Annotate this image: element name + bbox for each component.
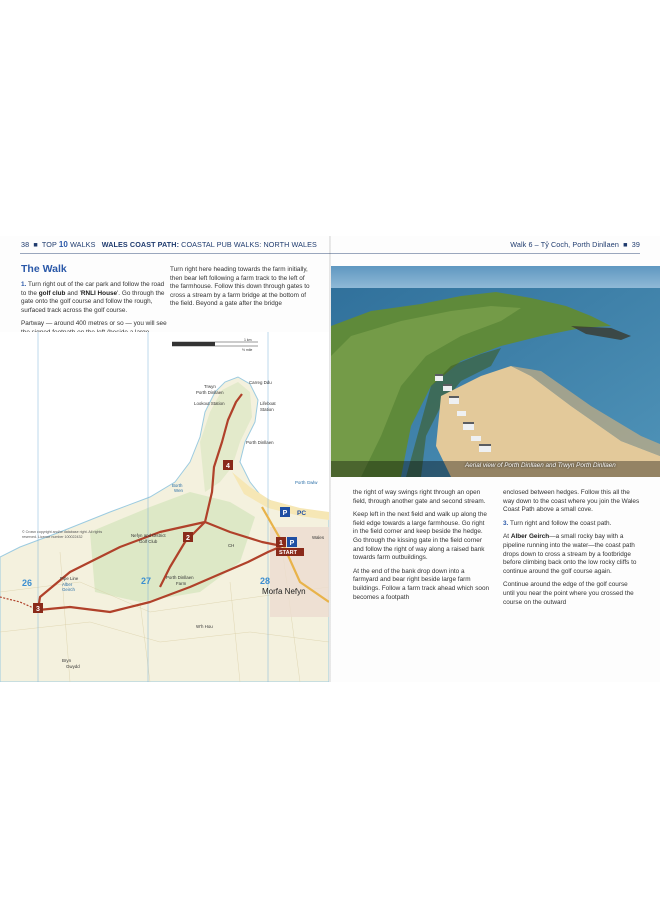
wen-label: Wen xyxy=(174,488,183,493)
text-column-4 xyxy=(503,489,641,612)
lifeboat-label: Lifeboat xyxy=(260,401,276,406)
pipe-line-label: Pipe Line xyxy=(60,576,79,581)
porth-dinllaen-farm-label: Porth Dinllaen xyxy=(166,575,194,580)
waypoint-1 xyxy=(276,537,286,547)
station-label: Station xyxy=(260,407,274,412)
borth-label: Borth xyxy=(172,483,183,488)
pc-label: PC xyxy=(297,510,307,517)
ch-label: CH xyxy=(228,543,235,548)
series-number: 10 xyxy=(58,240,68,249)
waypoint-2-label: 2 xyxy=(186,535,190,542)
alber-geirch-paragraph xyxy=(503,533,641,576)
parking-label-pc: P xyxy=(282,510,288,517)
left-page-header: 38 ■ TOP 10 WALKS WALES COAST PATH: COASTAL PUB WALKS: NORTH WALES xyxy=(21,240,317,249)
left-header-title: COASTAL PUB WALKS: NORTH WALES xyxy=(181,240,317,249)
right-walk-title: Walk 6 – Tŷ Coch, Porth Dinllaen xyxy=(510,240,619,249)
step-3-number: 3. xyxy=(503,519,509,527)
grid-28-label: 28 xyxy=(260,576,271,586)
col4-paragraph-1: enclosed between hedges. Follow this all the way down to the coast where you join the Wales Coast Path above a small cove. xyxy=(503,489,640,514)
waypoint-1-label: 1 xyxy=(279,540,283,547)
alber-text-b: —a small rocky bay with a pipeline running into the water—the coast path drops down to cross a stream by a footbridge before climbing back onto the low rocky cliffs to continue around the golf course again. xyxy=(503,533,637,575)
lookout-station-label: Lookout Station xyxy=(194,401,225,406)
step-1-text-a: Turn right out of the car park and follow the road to the xyxy=(21,281,165,297)
geirch-label: Geirch xyxy=(62,587,75,592)
scale-block xyxy=(172,342,215,346)
partway-paragraph: Partway — around 400 metres or so — you will see xyxy=(21,320,167,328)
header-bullet: ■ xyxy=(623,240,628,249)
wales-label: Wales xyxy=(312,535,325,540)
right-page-header xyxy=(510,240,640,249)
start-label: START xyxy=(279,550,297,556)
alber-geirch-term: Alber Geirch xyxy=(510,533,550,541)
step-1 xyxy=(21,281,169,315)
golf-club-label: Golf Club xyxy=(139,539,158,544)
col3-paragraph-1: the right of way swings right through an open field, through another gate and second stream. xyxy=(353,489,486,505)
wh-label: W'h Hou xyxy=(196,624,213,629)
farm-label: Farm xyxy=(176,581,187,586)
porth-dinllaen-label: Porth Dinllaen xyxy=(246,440,274,445)
text-column-2 xyxy=(170,266,310,314)
parking-icon-start xyxy=(287,537,297,547)
parking-label-start: P xyxy=(289,540,295,547)
bryn-label: Bryn xyxy=(62,658,72,663)
trwyn-label: Trwyn xyxy=(204,384,216,389)
gwydd-label: Gwydd xyxy=(66,664,80,669)
scale-km-label: 1 km xyxy=(244,338,252,342)
series-walks: WALKS xyxy=(70,240,96,249)
right-page-number: 39 xyxy=(631,240,640,249)
aerial-photo xyxy=(331,266,660,477)
photo-caption: Aerial view of Porth Dinllaen and Trwyn Porth Dinllaen xyxy=(465,462,616,469)
waypoint-4 xyxy=(223,460,233,470)
rnli-house-term: RNLI House xyxy=(80,289,118,297)
step-1-number: 1. xyxy=(21,281,27,288)
alber-text-a: At xyxy=(503,533,510,541)
waypoint-3 xyxy=(33,603,43,613)
nefyn-district-label: Nefyn and District xyxy=(131,533,166,538)
sky xyxy=(331,266,660,288)
col2-paragraph: Turn right here heading towards the farm initially, then bear left following a farm track to the left of the farmhouse. Follow this down through gates to cross a stream by a farm bridge at the bottom of the field. Beyond a gate after the bridge xyxy=(170,266,310,308)
golf-club-term: golf club xyxy=(38,289,66,297)
col3-paragraph-3: At the end of the bank drop down into a farmyard and bear right beside large farm buildings. Follow a farm track ahead which soon becomes a footpath xyxy=(353,567,490,601)
route-map xyxy=(0,332,329,682)
step-3 xyxy=(503,520,641,529)
col3-paragraph-2: Keep left in the next field and walk up along the field edge towards a large farmhouse. Go right in the field corner and keep beside the hedge. Go through the kissing gate in the field corner and follow the right of way along a raised bank towards farm outbuildings. xyxy=(353,511,487,562)
section-title: The Walk xyxy=(21,263,67,275)
scale-mi-label: ½ mile xyxy=(242,348,253,352)
waypoint-3-label: 3 xyxy=(36,606,40,613)
step-3-text: Turn right and follow the coast path. xyxy=(510,519,612,527)
series-top: TOP xyxy=(41,240,57,249)
alber-label: Alber xyxy=(62,582,73,587)
grid-26-label: 26 xyxy=(22,578,33,588)
map-copyright: © Crown copyright and/or database right. All rights reserved. Licence number 100022432 xyxy=(22,530,103,539)
step-1-text-b: and ' xyxy=(67,289,81,297)
map-scale-bar xyxy=(172,338,260,352)
waypoint-4-label: 4 xyxy=(226,463,230,470)
morfa-nefyn-label: Morfa Nefyn xyxy=(262,587,306,596)
step-1-text-c: '. Go through the gate onto the golf course and follow the rough, surfaced track across the golf course. xyxy=(21,289,165,314)
carreg-ddu-label: Carreg Ddu xyxy=(249,380,272,385)
porth-gwlwch-label: Porth Gwlw xyxy=(295,480,318,485)
grid-27-label: 27 xyxy=(141,576,152,586)
aerial-photo-image xyxy=(331,266,660,477)
porth-dinllaen-head-label: Porth Dinllaen xyxy=(196,390,224,395)
col4-paragraph-4: Continue around the edge of the golf course until you near the point where you crossed the course on the outward xyxy=(503,581,634,606)
parking-icon-pc xyxy=(280,507,290,517)
left-header-title-bold: WALES COAST PATH: xyxy=(101,240,180,249)
text-column-3 xyxy=(353,489,491,607)
left-page-number: 38 xyxy=(21,240,30,249)
waypoint-2 xyxy=(183,532,193,542)
